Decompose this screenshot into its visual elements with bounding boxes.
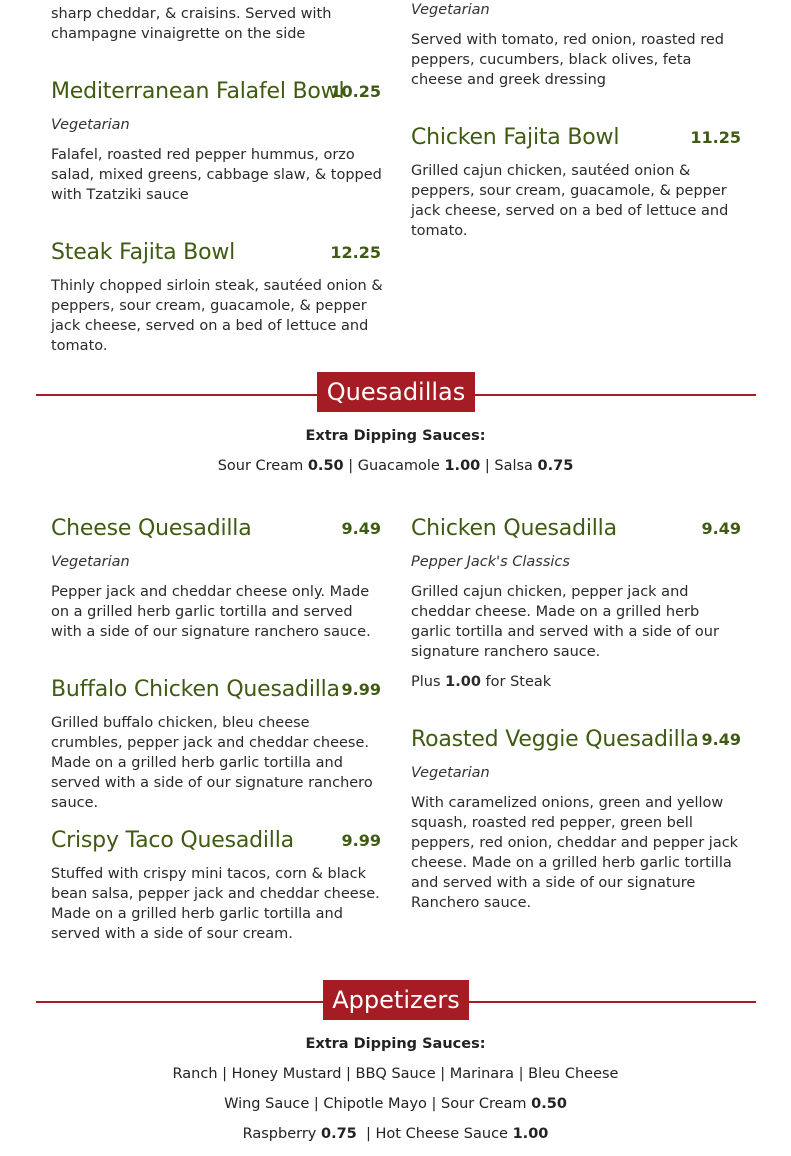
sauces-list — [0, 1124, 791, 1144]
item-tag: Vegetarian — [51, 117, 130, 133]
item-name: Chicken Quesadilla — [411, 516, 617, 541]
item-description: Thinly chopped sirloin steak, sautéed onion & peppers, sour cream, guacamole, & pepper jack cheese, served on a bed of lettuce and tomato. — [51, 278, 383, 354]
sauces-list — [0, 1094, 791, 1114]
item-addon — [411, 672, 743, 692]
item-price: 9.49 — [341, 519, 381, 538]
sauce-price: 0.75 — [321, 1126, 357, 1142]
section-title-quesadillas: Quesadillas — [317, 372, 475, 412]
item-tag: Vegetarian — [51, 554, 130, 570]
item-name: Cheese Quesadilla — [51, 516, 252, 541]
addon-prefix: Plus — [411, 674, 441, 690]
item-price: 12.25 — [330, 243, 381, 262]
item-price: 9.49 — [701, 730, 741, 749]
item-tag: Vegetarian — [411, 2, 490, 18]
sauce-price: 0.75 — [537, 458, 574, 474]
sauce-price: 0.50 — [307, 458, 344, 474]
sauce-name: Salsa — [494, 458, 533, 474]
item-name: Buffalo Chicken Quesadilla — [51, 677, 340, 702]
salad-desc-line: champagne vinaigrette on the side — [51, 26, 306, 42]
item-price: 9.99 — [341, 831, 381, 850]
item-description: Served with tomato, red onion, roasted red peppers, cucumbers, black olives, feta cheese and greek dressing — [411, 32, 725, 88]
sauce-price: 0.50 — [531, 1096, 567, 1112]
sauce-name: | Hot Cheese Sauce — [361, 1126, 508, 1142]
sauces-heading: Extra Dipping Sauces: — [305, 428, 486, 444]
separator: | — [348, 458, 354, 474]
sauce-name: Sour Cream — [217, 458, 304, 474]
item-tag: Vegetarian — [411, 765, 490, 781]
item-price: 11.25 — [690, 128, 741, 147]
sauce-name: Raspberry — [242, 1126, 317, 1142]
salad-desc-partial — [51, 4, 383, 44]
sauce-price: 1.00 — [512, 1126, 549, 1142]
item-description: Stuffed with crispy mini tacos, corn & black bean salsa, pepper jack and cheddar cheese. Made on a grilled herb garlic tortilla and served with a side of sour cream. — [51, 866, 380, 942]
sauce-price: 1.00 — [444, 458, 481, 474]
item-name: Chicken Fajita Bowl — [411, 125, 620, 150]
separator: | — [484, 458, 490, 474]
sauces-list: Ranch | Honey Mustard | BBQ Sauce | Marinara | Bleu Cheese — [172, 1066, 619, 1082]
item-name: Crispy Taco Quesadilla — [51, 828, 294, 853]
sauce-names: Wing Sauce | Chipotle Mayo | Sour Cream — [224, 1096, 527, 1112]
item-price: 10.25 — [330, 82, 381, 101]
item-description: Grilled cajun chicken, sautéed onion & peppers, sour cream, guacamole, & pepper jack cheese, served on a bed of lettuce and tomato. — [411, 163, 729, 239]
item-name: Steak Fajita Bowl — [51, 240, 236, 265]
item-description: Grilled buffalo chicken, bleu cheese crumbles, pepper jack and cheddar cheese. Made on a grilled herb garlic tortilla and served with a side of our signature ranchero sauce. — [51, 715, 373, 811]
item-tag: Pepper Jack's Classics — [411, 554, 570, 570]
sauce-name: Guacamole — [357, 458, 440, 474]
item-description: Pepper jack and cheddar cheese only. Made on a grilled herb garlic tortilla and served with a side of our signature ranchero sauce. — [51, 584, 371, 640]
salad-desc-line: sharp cheddar, & craisins. Served with — [51, 6, 332, 22]
sauces-heading: Extra Dipping Sauces: — [305, 1036, 486, 1052]
addon-price: 1.00 — [445, 674, 481, 690]
item-price: 9.49 — [701, 519, 741, 538]
section-title-appetizers: Appetizers — [323, 980, 469, 1020]
addon-suffix: for Steak — [485, 674, 552, 690]
item-price: 9.99 — [341, 680, 381, 699]
item-description: Grilled cajun chicken, pepper jack and cheddar cheese. Made on a grilled herb garlic tortilla and served with a side of our signature ranchero sauce. — [411, 584, 719, 660]
item-name: Roasted Veggie Quesadilla — [411, 727, 699, 752]
sauces-list — [0, 456, 791, 476]
item-description: With caramelized onions, green and yellow squash, roasted red pepper, green bell peppers, red onion, cheddar and pepper jack cheese. Made on a grilled herb garlic tortilla and served with a side of our signature Ranchero sauce. — [411, 795, 739, 911]
item-name: Mediterranean Falafel Bowl — [51, 79, 345, 104]
item-description: Falafel, roasted red pepper hummus, orzo salad, mixed greens, cabbage slaw, & topped with Tzatziki sauce — [51, 147, 382, 203]
